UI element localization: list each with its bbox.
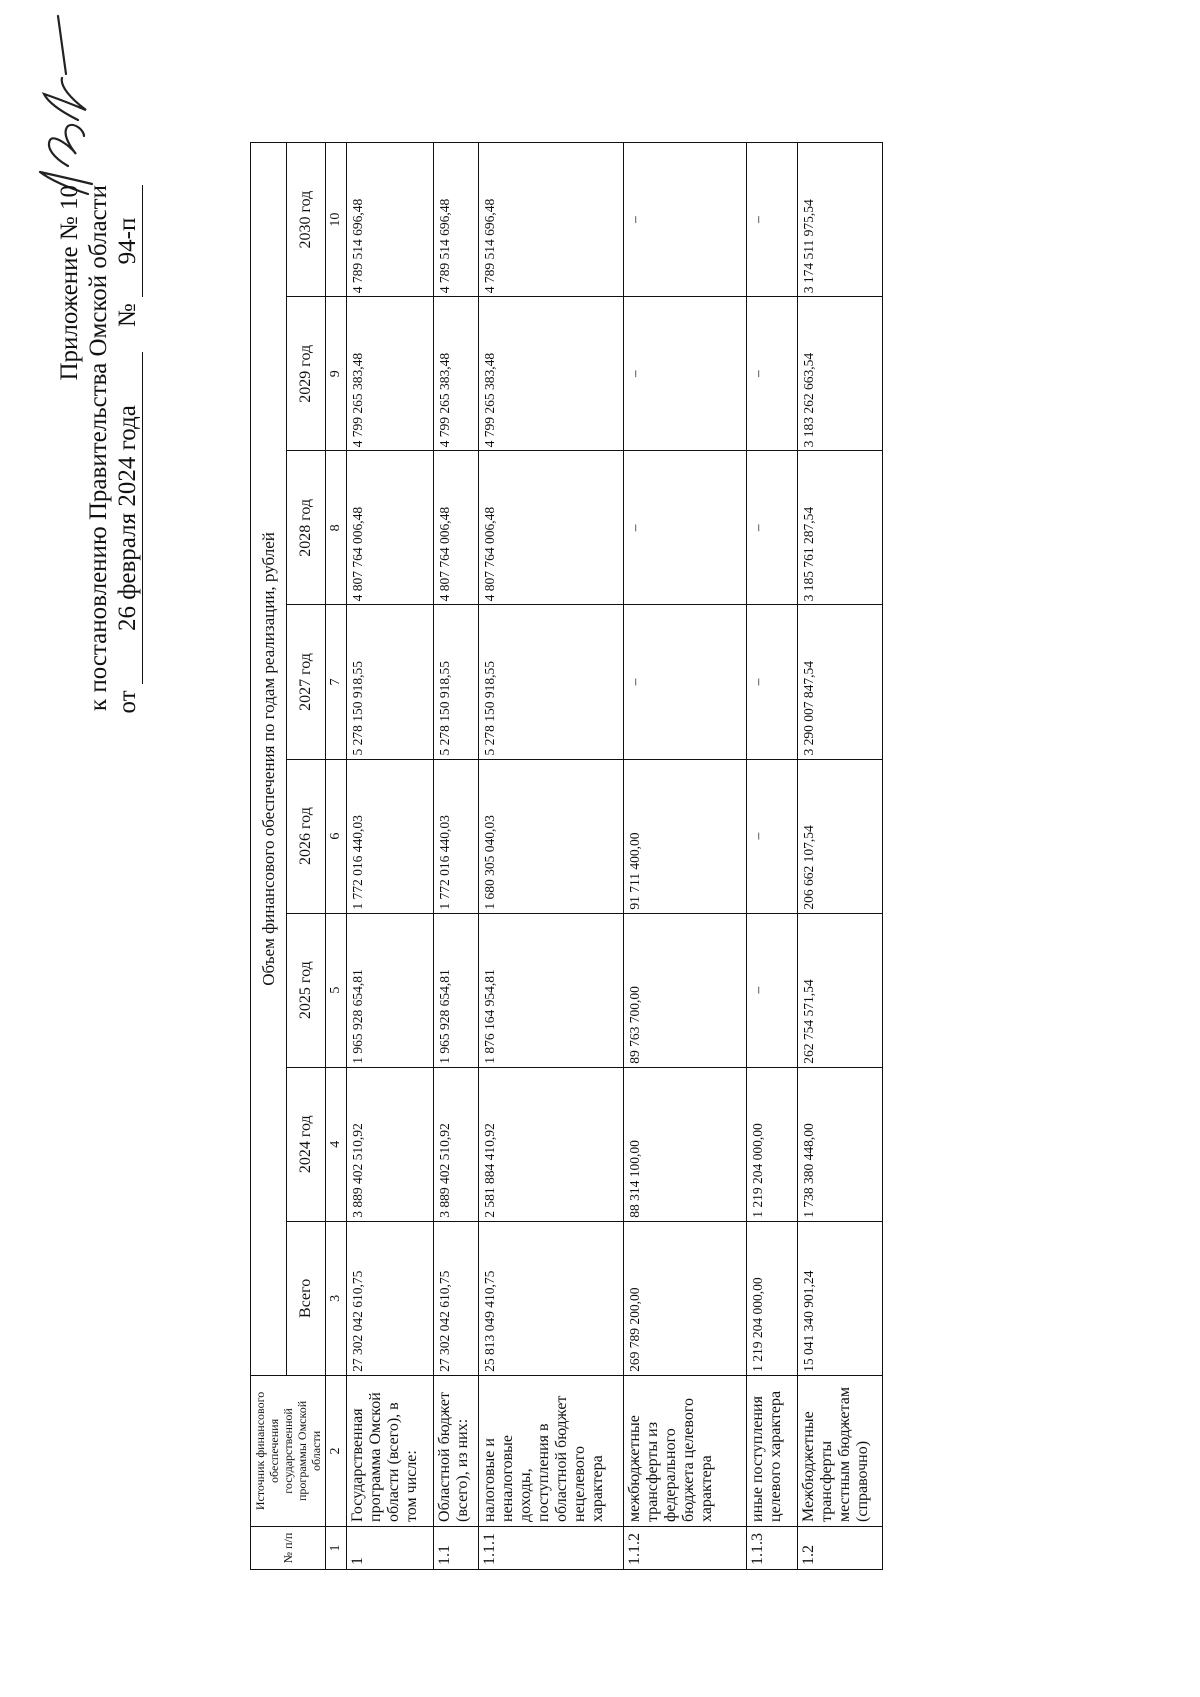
table-row bbox=[479, 143, 624, 1570]
value-cell: 89 763 700,00 bbox=[624, 913, 747, 1067]
row-source: Государственная программа Омской области (всего), в том числе: bbox=[347, 1375, 434, 1526]
value-cell: – bbox=[624, 605, 747, 759]
value-cell: 1 219 204 000,00 bbox=[747, 1221, 798, 1375]
header-year: Всего bbox=[287, 1221, 326, 1375]
value-cell: 1 772 016 440,03 bbox=[434, 759, 479, 913]
header-year: 2024 год bbox=[287, 1067, 326, 1221]
value-cell: 5 278 150 918,55 bbox=[434, 605, 479, 759]
value-cell: – bbox=[624, 451, 747, 605]
value-cell: 4 807 764 006,48 bbox=[347, 451, 434, 605]
value-cell: 1 772 016 440,03 bbox=[347, 759, 434, 913]
value-cell: 4 799 265 383,48 bbox=[434, 297, 479, 451]
row-source: Межбюджетные трансферты местным бюджетам (справочно) bbox=[798, 1375, 883, 1526]
value-cell: – bbox=[747, 297, 798, 451]
appendix-date-line bbox=[113, 185, 143, 713]
value-cell: 25 813 049 410,75 bbox=[479, 1221, 624, 1375]
value-cell: – bbox=[747, 143, 798, 297]
row-number: 1 bbox=[347, 1526, 434, 1569]
value-cell: 4 807 764 006,48 bbox=[434, 451, 479, 605]
header-source: Источник финансового обеспечения государственной программы Омской области bbox=[251, 1375, 326, 1526]
row-source: межбюджетные трансферты из федерального бюджета целевого характера bbox=[624, 1375, 747, 1526]
appendix-subtitle: к постановлению Правительства Омской области bbox=[85, 185, 112, 712]
value-cell: 27 302 042 610,75 bbox=[347, 1221, 434, 1375]
appendix-header bbox=[55, 185, 143, 713]
document-date: 26 февраля 2024 года bbox=[113, 352, 143, 684]
row-number: 1.2 bbox=[798, 1526, 883, 1569]
value-cell: 4 807 764 006,48 bbox=[479, 451, 624, 605]
column-number: 7 bbox=[326, 605, 347, 759]
value-cell: 1 738 380 448,00 bbox=[798, 1067, 883, 1221]
row-number: 1.1.3 bbox=[747, 1526, 798, 1569]
table-header-row bbox=[251, 143, 287, 1570]
header-year: 2026 год bbox=[287, 759, 326, 913]
number-label: № bbox=[114, 303, 141, 328]
handwritten-signature bbox=[18, 6, 108, 206]
row-number: 1.1.2 bbox=[624, 1526, 747, 1569]
value-cell: – bbox=[624, 143, 747, 297]
value-cell: 88 314 100,00 bbox=[624, 1067, 747, 1221]
column-number: 10 bbox=[326, 143, 347, 297]
value-cell: 1 219 204 000,00 bbox=[747, 1067, 798, 1221]
table-row bbox=[747, 143, 798, 1570]
value-cell: – bbox=[747, 913, 798, 1067]
value-cell: 3 183 262 663,54 bbox=[798, 297, 883, 451]
appendix-title: Приложение № 10 bbox=[56, 185, 83, 381]
value-cell: 1 876 164 954,81 bbox=[479, 913, 624, 1067]
header-year: 2029 год bbox=[287, 297, 326, 451]
value-cell: 4 789 514 696,48 bbox=[347, 143, 434, 297]
value-cell: 3 889 402 510,92 bbox=[434, 1067, 479, 1221]
row-number: 1.1 bbox=[434, 1526, 479, 1569]
document-number: 94-п bbox=[113, 185, 143, 297]
table-row bbox=[347, 143, 434, 1570]
column-number: 9 bbox=[326, 297, 347, 451]
value-cell: 4 799 265 383,48 bbox=[347, 297, 434, 451]
value-cell: 2 581 884 410,92 bbox=[479, 1067, 624, 1221]
value-cell: 4 789 514 696,48 bbox=[479, 143, 624, 297]
value-cell: 262 754 571,54 bbox=[798, 913, 883, 1067]
value-cell: – bbox=[624, 297, 747, 451]
from-label: от bbox=[114, 690, 141, 714]
header-year: 2028 год bbox=[287, 451, 326, 605]
value-cell: 206 662 107,54 bbox=[798, 759, 883, 913]
value-cell: 27 302 042 610,75 bbox=[434, 1221, 479, 1375]
table-row bbox=[624, 143, 747, 1570]
value-cell: 1 680 305 040,03 bbox=[479, 759, 624, 913]
header-year: 2027 год bbox=[287, 605, 326, 759]
row-source: Областной бюджет (всего), из них: bbox=[434, 1375, 479, 1526]
value-cell: 5 278 150 918,55 bbox=[479, 605, 624, 759]
value-cell: 3 185 761 287,54 bbox=[798, 451, 883, 605]
header-year: 2025 год bbox=[287, 913, 326, 1067]
header-year: 2030 год bbox=[287, 143, 326, 297]
value-cell: 3 889 402 510,92 bbox=[347, 1067, 434, 1221]
table-years-row bbox=[287, 143, 326, 1570]
table-row bbox=[798, 143, 883, 1570]
financing-table bbox=[250, 142, 883, 1570]
value-cell: – bbox=[747, 605, 798, 759]
row-source: иные поступления целевого характера bbox=[747, 1375, 798, 1526]
value-cell: 269 789 200,00 bbox=[624, 1221, 747, 1375]
value-cell: 15 041 340 901,24 bbox=[798, 1221, 883, 1375]
header-no: № п/п bbox=[251, 1526, 326, 1569]
value-cell: 4 789 514 696,48 bbox=[434, 143, 479, 297]
row-source: налоговые и неналоговые доходы, поступления в областной бюджет нецелевого характера bbox=[479, 1375, 624, 1526]
value-cell: 5 278 150 918,55 bbox=[347, 605, 434, 759]
value-cell: 1 965 928 654,81 bbox=[347, 913, 434, 1067]
column-number: 8 bbox=[326, 451, 347, 605]
value-cell: 91 711 400,00 bbox=[624, 759, 747, 913]
value-cell: 4 799 265 383,48 bbox=[479, 297, 624, 451]
row-number: 1.1.1 bbox=[479, 1526, 624, 1569]
value-cell: 1 965 928 654,81 bbox=[434, 913, 479, 1067]
value-cell: – bbox=[747, 759, 798, 913]
column-number: 4 bbox=[326, 1067, 347, 1221]
value-cell: 3 174 511 975,54 bbox=[798, 143, 883, 297]
column-number: 5 bbox=[326, 913, 347, 1067]
header-group: Объем финансового обеспечения по годам реализации, рублей bbox=[251, 143, 287, 1376]
column-number: 2 bbox=[326, 1375, 347, 1526]
column-number: 6 bbox=[326, 759, 347, 913]
value-cell: 3 290 007 847,54 bbox=[798, 605, 883, 759]
column-number: 1 bbox=[326, 1526, 347, 1569]
value-cell: – bbox=[747, 451, 798, 605]
table-row bbox=[434, 143, 479, 1570]
column-number-row bbox=[326, 143, 347, 1570]
column-number: 3 bbox=[326, 1221, 347, 1375]
